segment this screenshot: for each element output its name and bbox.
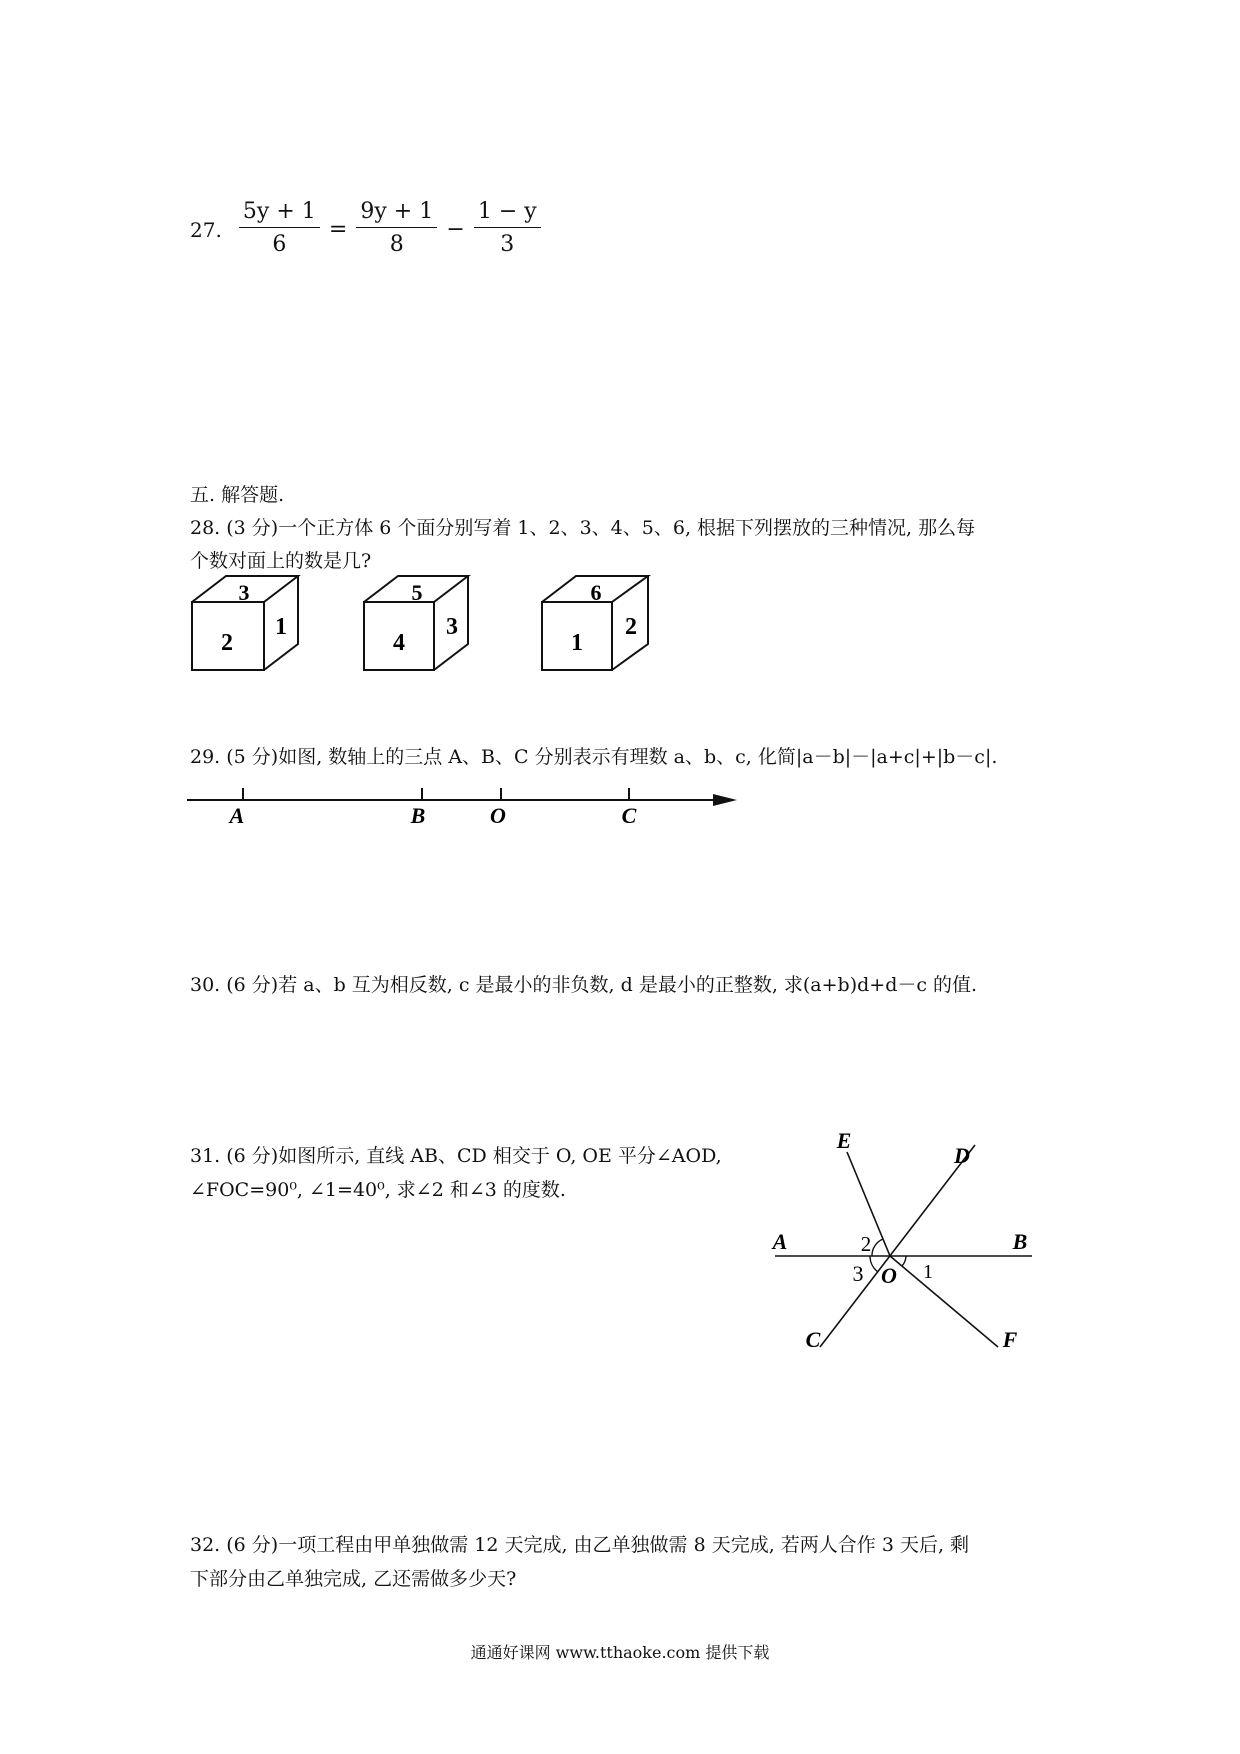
question-31-line1: 31. (6 分)如图所示, 直线 AB、CD 相交于 O, OE 平分∠AOD, bbox=[190, 1145, 722, 1167]
equals-sign: = bbox=[328, 217, 348, 242]
angle-arc-1 bbox=[902, 1256, 906, 1266]
cube-2-front: 4 bbox=[393, 630, 405, 656]
cube-figures bbox=[180, 568, 670, 678]
question-32-line1: 32. (6 分)一项工程由甲单独做需 12 天完成, 由乙单独做需 8 天完成, 若两人合作 3 天后, 剩 bbox=[190, 1534, 970, 1556]
question-31-line2: ∠FOC=90⁰, ∠1=40⁰, 求∠2 和∠3 的度数. bbox=[190, 1179, 566, 1201]
question-number: 27. bbox=[190, 217, 222, 242]
question-29: 29. (5 分)如图, 数轴上的三点 A、B、C 分别表示有理数 a、b、c, 化简|a－b|－|a+c|+|b－c|. bbox=[190, 746, 998, 768]
label-C: C bbox=[621, 803, 637, 828]
label-O: O bbox=[490, 803, 506, 828]
angle-arc-3 bbox=[870, 1256, 878, 1272]
angle-label-1: 1 bbox=[923, 1261, 933, 1283]
question-32-line2: 下部分由乙单独完成, 乙还需做多少天? bbox=[190, 1568, 517, 1590]
question-28-line2: 个数对面上的数是几? bbox=[190, 550, 372, 572]
label-B: B bbox=[410, 803, 426, 828]
label-B: B bbox=[1012, 1229, 1028, 1254]
label-A: A bbox=[229, 803, 245, 828]
fraction-3: $\frac{1 - y}{3}$ bbox=[474, 197, 541, 262]
label-D: D bbox=[954, 1143, 970, 1168]
cube-3-front: 1 bbox=[571, 630, 583, 656]
label-O: O bbox=[881, 1263, 897, 1288]
label-C: C bbox=[805, 1327, 821, 1352]
minus-sign: − bbox=[446, 217, 465, 242]
cube-2-top: 5 bbox=[411, 580, 423, 605]
cube-2-side: 3 bbox=[446, 614, 458, 640]
arrow-head bbox=[713, 794, 737, 806]
cube-3-side: 2 bbox=[625, 614, 637, 640]
line-CD bbox=[820, 1145, 975, 1347]
cube-1-front: 2 bbox=[221, 630, 233, 656]
number-line bbox=[185, 778, 745, 828]
section-title: 五. 解答题. bbox=[190, 484, 285, 506]
angle-label-2: 2 bbox=[860, 1232, 872, 1256]
cube-1-top: 3 bbox=[238, 580, 250, 605]
equation-27 bbox=[190, 197, 541, 262]
angle-arc-2 bbox=[872, 1239, 883, 1256]
footer-source: 通通好课网 www.tthaoke.com 提供下载 bbox=[470, 1643, 770, 1662]
fraction-1: $\frac{5y + 1}{6}$ bbox=[239, 197, 320, 262]
label-E: E bbox=[836, 1128, 852, 1153]
fraction-2: $\frac{9y + 1}{8}$ bbox=[356, 197, 437, 262]
label-F: F bbox=[1002, 1327, 1018, 1352]
cube-1-side: 1 bbox=[275, 614, 287, 640]
question-28-line1: 28. (3 分)一个正方体 6 个面分别写着 1、2、3、4、5、6, 根据下列摆放的三种情况, 那么每 bbox=[190, 517, 976, 539]
angle-label-3: 3 bbox=[852, 1261, 864, 1286]
cube-3-top: 6 bbox=[590, 580, 602, 605]
question-30: 30. (6 分)若 a、b 互为相反数, c 是最小的非负数, d 是最小的正整数, 求(a+b)d+d－c 的值. bbox=[190, 974, 978, 996]
ray-OF bbox=[890, 1256, 998, 1347]
angle-diagram bbox=[770, 1125, 1040, 1365]
label-A: A bbox=[772, 1229, 788, 1254]
